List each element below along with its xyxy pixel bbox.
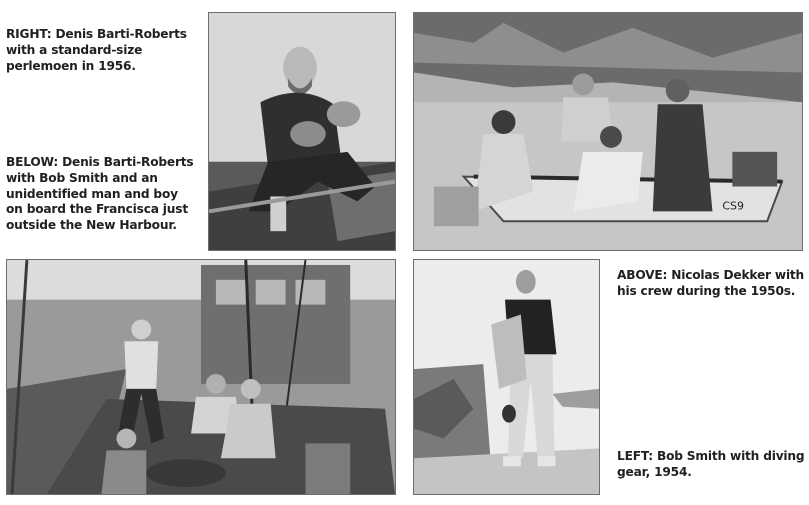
caption-right: RIGHT: Denis Barti-Roberts with a standard-size perlemoen in 1956. <box>6 27 187 73</box>
caption-below: BELOW: Denis Barti-Roberts with Bob Smith and an unidentified man and boy on board the Francisca just outside the New Harbour. <box>6 155 194 233</box>
boat-registration: CS9 <box>722 199 744 213</box>
caption-left: LEFT: Bob Smith with diving gear, 1954. <box>617 449 805 479</box>
photo-francisca <box>6 259 396 495</box>
caption-above: ABOVE: Nicolas Dekker with his crew during the 1950s. <box>617 268 805 298</box>
photo-perlemoen <box>208 12 396 251</box>
photo-diving-gear <box>413 259 600 495</box>
photo-boat-crew <box>413 12 803 251</box>
